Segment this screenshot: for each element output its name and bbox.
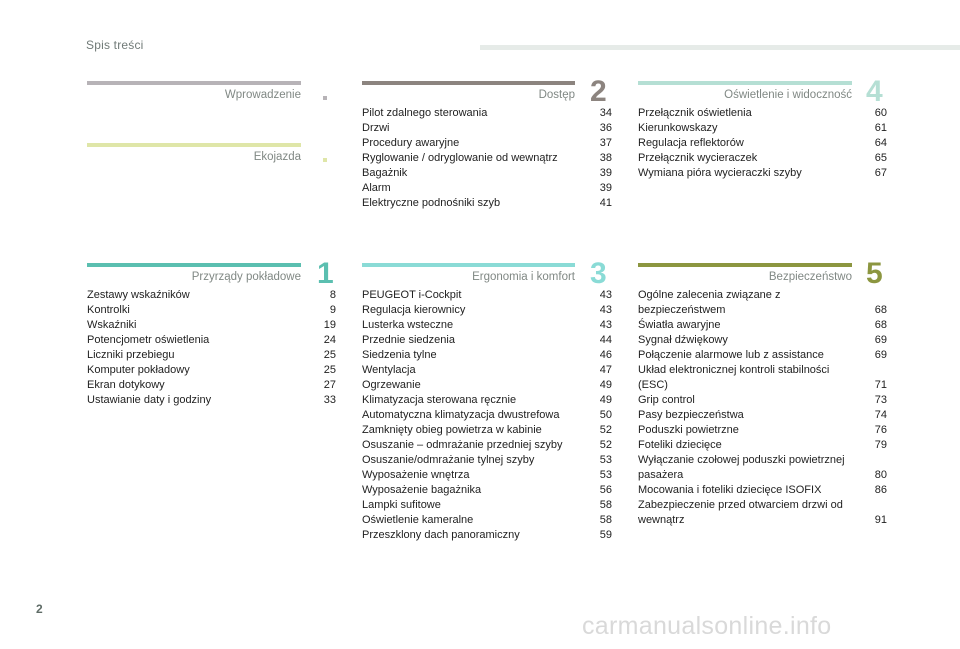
toc-entry-page: 8 [329, 289, 336, 301]
toc-entry-page: 76 [874, 424, 887, 436]
toc-entry-page: 60 [874, 107, 887, 119]
section-marker [323, 158, 327, 162]
toc-entry[interactable] [87, 303, 336, 318]
toc-entry-page: 52 [599, 424, 612, 436]
toc-entry-page: 25 [323, 349, 336, 361]
section-bar [638, 81, 852, 85]
toc-entry[interactable] [362, 378, 612, 393]
toc-entry-page: 71 [874, 379, 887, 391]
section-title[interactable]: Bezpieczeństwo [768, 271, 852, 283]
toc-entry-label: Pilot zdalnego sterowania [362, 107, 488, 119]
toc-entry-page: 58 [599, 514, 612, 526]
toc-entry-label: Kierunkowskazy [638, 122, 718, 134]
watermark: carmanualsonline.info [582, 612, 832, 640]
toc-entry[interactable] [362, 151, 612, 166]
toc-list [362, 288, 612, 543]
toc-entry[interactable] [638, 498, 887, 528]
toc-entry-page: 86 [874, 484, 887, 496]
toc-entry[interactable] [638, 288, 887, 318]
toc-entry[interactable] [638, 166, 887, 181]
toc-entry[interactable] [87, 378, 336, 393]
toc-entry-page: 80 [874, 469, 887, 481]
toc-entry-label: Wymiana pióra wycieraczki szyby [638, 167, 802, 179]
toc-entry-label: Potencjometr oświetlenia [87, 334, 210, 346]
section-number: 2 [590, 75, 607, 108]
toc-entry[interactable] [87, 348, 336, 363]
section-bar [362, 263, 575, 267]
toc-list [87, 288, 336, 408]
toc-entry-label: Bagażnik [362, 167, 408, 179]
toc-entry[interactable] [362, 303, 612, 318]
toc-entry[interactable] [362, 196, 612, 211]
toc-entry[interactable] [362, 121, 612, 136]
toc-entry-page: 68 [874, 319, 887, 331]
toc-entry-page: 34 [599, 107, 612, 119]
toc-entry-label: Elektryczne podnośniki szyb [362, 197, 501, 209]
toc-entry[interactable] [362, 333, 612, 348]
toc-entry-page: 49 [599, 394, 612, 406]
section-title[interactable]: Wprowadzenie [224, 89, 301, 101]
toc-entry-label: Pasy bezpieczeństwa [638, 409, 744, 421]
toc-entry-label: Osuszanie – odmrażanie przedniej szyby [362, 439, 563, 451]
toc-entry[interactable] [638, 483, 887, 498]
toc-entry-page: 53 [599, 469, 612, 481]
toc-entry-label: Przełącznik wycieraczek [638, 152, 758, 164]
section-bar [362, 81, 575, 85]
toc-entry-label: Przeszklony dach panoramiczny [362, 529, 520, 541]
toc-entry[interactable] [362, 483, 612, 498]
toc-entry[interactable] [638, 333, 887, 348]
toc-entry-label: Światła awaryjne [638, 319, 721, 331]
toc-entry[interactable] [638, 151, 887, 166]
toc-entry-page: 33 [323, 394, 336, 406]
toc-entry-label: Zamknięty obieg powietrza w kabinie [362, 424, 542, 436]
toc-entry-page: 91 [874, 514, 887, 526]
toc-entry-page: 74 [874, 409, 887, 421]
toc-entry-label: Grip control [638, 394, 695, 406]
section-number: 1 [317, 257, 334, 290]
toc-entry-page: 39 [599, 182, 612, 194]
section-title[interactable]: Przyrządy pokładowe [191, 271, 301, 283]
toc-entry-label: Wyposażenie wnętrza [362, 469, 470, 481]
toc-entry-label: Regulacja kierownicy [362, 304, 466, 316]
toc-entry-label: Zabezpieczenie przed otwarciem drzwi od wewnątrz [638, 499, 843, 526]
toc-entry[interactable] [638, 363, 887, 393]
toc-entry[interactable] [362, 393, 612, 408]
toc-entry[interactable] [362, 318, 612, 333]
header-rule [480, 45, 960, 50]
toc-entry-label: Zestawy wskaźników [87, 289, 190, 301]
toc-entry-label: Przednie siedzenia [362, 334, 455, 346]
toc-entry-label: Ustawianie daty i godziny [87, 394, 212, 406]
section-number: 4 [866, 75, 883, 108]
toc-entry[interactable] [362, 363, 612, 378]
toc-entry-label: Alarm [362, 182, 391, 194]
toc-entry-page: 59 [599, 529, 612, 541]
toc-entry-page: 27 [323, 379, 336, 391]
toc-entry-page: 50 [599, 409, 612, 421]
toc-entry[interactable] [362, 498, 612, 513]
toc-entry-label: Kontrolki [87, 304, 130, 316]
toc-entry-page: 64 [874, 137, 887, 149]
toc-entry-label: Osuszanie/odmrażanie tylnej szyby [362, 454, 535, 466]
toc-entry[interactable] [638, 136, 887, 151]
toc-entry[interactable] [638, 106, 887, 121]
toc-entry[interactable] [362, 468, 612, 483]
toc-entry-page: 69 [874, 349, 887, 361]
toc-entry[interactable] [638, 348, 887, 363]
toc-entry-label: Ekran dotykowy [87, 379, 165, 391]
section-title[interactable]: Ergonomia i komfort [472, 271, 575, 283]
toc-entry-label: Lusterka wsteczne [362, 319, 454, 331]
section-bar [638, 263, 852, 267]
toc-entry-page: 25 [323, 364, 336, 376]
toc-entry-page: 47 [599, 364, 612, 376]
toc-entry-label: Wyposażenie bagażnika [362, 484, 482, 496]
toc-entry[interactable] [362, 408, 612, 423]
toc-entry-label: Drzwi [362, 122, 390, 134]
toc-entry-page: 56 [599, 484, 612, 496]
toc-entry-label: Połączenie alarmowe lub z assistance [638, 349, 824, 361]
toc-entry[interactable] [362, 513, 612, 528]
toc-entry[interactable] [87, 333, 336, 348]
toc-list [638, 288, 887, 528]
toc-entry-label: Automatyczna klimatyzacja dwustrefowa [362, 409, 560, 421]
toc-entry-page: 44 [599, 334, 612, 346]
toc-entry-page: 52 [599, 439, 612, 451]
toc-entry-label: Przełącznik oświetlenia [638, 107, 752, 119]
toc-entry[interactable] [362, 106, 612, 121]
toc-entry-page: 79 [874, 439, 887, 451]
toc-entry[interactable] [362, 438, 612, 453]
toc-entry[interactable] [87, 363, 336, 378]
section-title[interactable]: Oświetlenie i widoczność [724, 89, 852, 101]
toc-entry-label: Ogólne zalecenia związane z bezpieczeństwem [638, 289, 781, 316]
toc-entry-page: 19 [323, 319, 336, 331]
toc-entry-page: 43 [599, 319, 612, 331]
toc-entry-label: Sygnał dźwiękowy [638, 334, 728, 346]
section-bar [87, 263, 301, 267]
toc-entry[interactable] [362, 136, 612, 151]
toc-entry-page: 36 [599, 122, 612, 134]
toc-entry-label: Regulacja reflektorów [638, 137, 744, 149]
toc-entry[interactable] [87, 288, 336, 303]
toc-entry-label: Procedury awaryjne [362, 137, 460, 149]
toc-entry-page: 37 [599, 137, 612, 149]
toc-entry-label: Siedzenia tylne [362, 349, 437, 361]
toc-entry[interactable] [362, 453, 612, 468]
toc-entry-page: 41 [599, 197, 612, 209]
toc-entry-label: Ryglowanie / odryglowanie od wewnątrz [362, 152, 558, 164]
toc-entry-page: 24 [323, 334, 336, 346]
toc-entry-page: 53 [599, 454, 612, 466]
section-number: 3 [590, 257, 607, 290]
page-title: Spis treści [86, 38, 144, 52]
toc-entry-label: Układ elektronicznej kontroli stabilności (ESC) [638, 364, 830, 391]
toc-entry-page: 39 [599, 167, 612, 179]
toc-entry-page: 38 [599, 152, 612, 164]
section-bar [87, 81, 301, 85]
section-bar [87, 143, 301, 147]
toc-entry[interactable] [362, 166, 612, 181]
toc-entry-label: Komputer pokładowy [87, 364, 190, 376]
toc-entry[interactable] [638, 438, 887, 453]
section-marker [323, 96, 327, 100]
toc-list [638, 106, 887, 181]
toc-entry[interactable] [638, 121, 887, 136]
toc-entry[interactable] [87, 393, 336, 408]
toc-entry-label: Liczniki przebiegu [87, 349, 175, 361]
toc-entry-page: 43 [599, 304, 612, 316]
toc-entry[interactable] [362, 348, 612, 363]
toc-entry-page: 69 [874, 334, 887, 346]
toc-entry-page: 65 [874, 152, 887, 164]
toc-entry[interactable] [638, 453, 887, 483]
toc-entry-page: 68 [874, 304, 887, 316]
section-title[interactable]: Dostęp [538, 89, 575, 101]
toc-entry-page: 73 [874, 394, 887, 406]
toc-entry[interactable] [638, 318, 887, 333]
toc-entry-label: Klimatyzacja sterowana ręcznie [362, 394, 517, 406]
toc-entry-label: Wentylacja [362, 364, 416, 376]
page-number: 2 [36, 602, 43, 616]
toc-entry[interactable] [362, 181, 612, 196]
toc-entry-page: 49 [599, 379, 612, 391]
toc-entry-page: 58 [599, 499, 612, 511]
toc-entry-label: Ogrzewanie [362, 379, 421, 391]
toc-entry-label: Poduszki powietrzne [638, 424, 739, 436]
section-number: 5 [866, 257, 883, 290]
toc-entry-label: Wyłączanie czołowej poduszki powietrznej pasażera [638, 454, 845, 481]
toc-entry-page: 43 [599, 289, 612, 301]
toc-list [362, 106, 612, 211]
toc-entry[interactable] [638, 423, 887, 438]
toc-entry[interactable] [362, 288, 612, 303]
toc-entry[interactable] [87, 318, 336, 333]
toc-entry[interactable] [638, 408, 887, 423]
toc-entry-label: Lampki sufitowe [362, 499, 441, 511]
section-title[interactable]: Ekojazda [253, 151, 301, 163]
toc-entry-label: Mocowania i foteliki dziecięce ISOFIX [638, 484, 822, 496]
toc-entry-label: Foteliki dziecięce [638, 439, 722, 451]
toc-entry-page: 67 [874, 167, 887, 179]
toc-entry-page: 9 [329, 304, 336, 316]
toc-entry-label: Wskaźniki [87, 319, 137, 331]
toc-entry-page: 46 [599, 349, 612, 361]
toc-entry[interactable] [362, 423, 612, 438]
toc-entry-label: PEUGEOT i-Cockpit [362, 289, 462, 301]
toc-entry[interactable] [362, 528, 612, 543]
toc-entry-label: Oświetlenie kameralne [362, 514, 474, 526]
toc-entry-page: 61 [874, 122, 887, 134]
toc-entry[interactable] [638, 393, 887, 408]
